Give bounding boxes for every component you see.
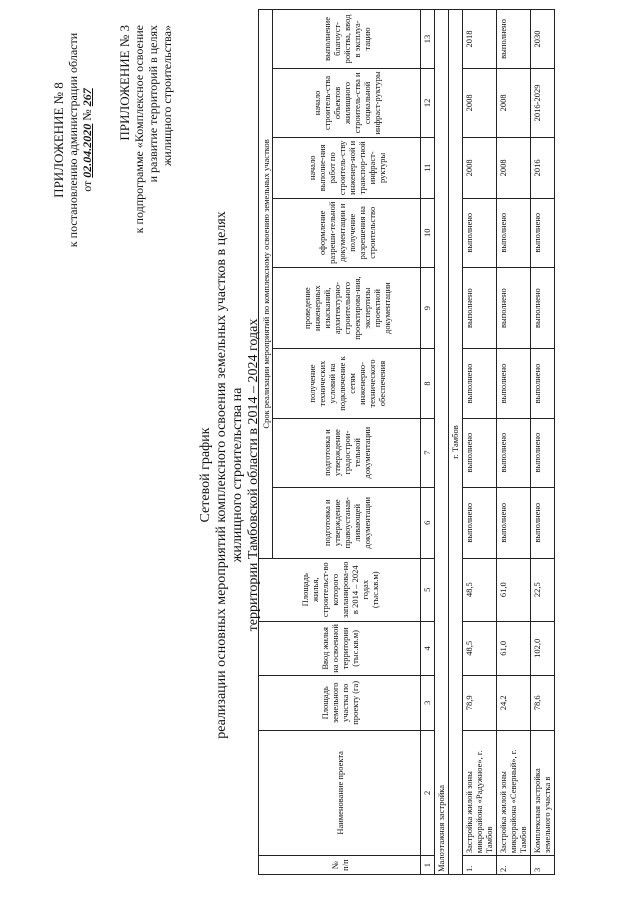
row-c11: 2008: [463, 137, 497, 198]
header-group: Срок реализации мероприятий по комплексному освоению земельных участков: [259, 10, 273, 559]
col-num: 5: [421, 558, 435, 621]
section-tambov: г. Тамбов: [449, 10, 463, 875]
appendix-3-title: ПРИЛОЖЕНИЕ № 3: [117, 25, 132, 141]
appendix-8-block: [52, 20, 94, 260]
row-input: 48,5: [463, 621, 497, 675]
header-c11: начало выполне-ния работ по строитель-ству инженер-ной и транспор-тной инфраст-руктуры: [273, 137, 421, 198]
appendix-8-subtitle: к постановлению администрации области: [66, 32, 80, 248]
row-c12: 2016-2029: [531, 68, 555, 137]
header-c9: проведение инженерных изысканий, архитектурно-строительного проектирова-ния, экспертизы проектной документации: [273, 267, 421, 349]
col-num: 9: [421, 267, 435, 349]
row-c9: выполнено: [463, 267, 497, 349]
row-c13: 2030: [531, 10, 555, 69]
appendix-8-title: ПРИЛОЖЕНИЕ № 8: [51, 82, 66, 198]
header-planned-area: Площадь жилья, строительст-во которого запланирова-но в 2014 – 2024 годах (тыс.кв.м): [259, 558, 421, 621]
row-input: 102,0: [531, 621, 555, 675]
row-area: 24,2: [497, 676, 531, 730]
col-num: 3: [421, 676, 435, 730]
appendix-3-line-4: жилищного строительства»: [160, 25, 174, 166]
row-area: 78,6: [531, 676, 555, 730]
appendix-3-line-3: и развитие территорий в целях: [146, 25, 160, 183]
col-num: 10: [421, 198, 435, 267]
row-c9: выполнено: [531, 267, 555, 349]
col-num: 1: [421, 856, 435, 875]
header-housing-input: Ввод жилья на освоенной территории (тыс.кв.м): [259, 621, 421, 675]
appendix-3-block: [118, 25, 174, 275]
row-c6: выполнено: [531, 487, 555, 558]
col-num: 4: [421, 621, 435, 675]
row-c11: 2016: [531, 137, 555, 198]
col-num: 6: [421, 487, 435, 558]
row-c12: 2008: [463, 68, 497, 137]
header-c10: оформление разреши-тельной документации и получение разрешения на строительство: [273, 198, 421, 267]
header-no: № п/п: [259, 856, 421, 875]
appendix-3-line-2: к подпрограмме «Комплексное освоение: [132, 25, 146, 234]
row-c11: 2008: [497, 137, 531, 198]
row-c8: выполнено: [463, 349, 497, 418]
header-c7: подготовка и утверждение градострои-тельной документации: [273, 418, 421, 487]
row-no: 2.: [497, 856, 531, 875]
col-num: 7: [421, 418, 435, 487]
row-c13: 2018: [463, 10, 497, 69]
row-c7: выполнено: [497, 418, 531, 487]
section-low-rise: Малоэтажная застройка: [435, 10, 449, 875]
col-num: 8: [421, 349, 435, 418]
row-c12: 2008: [497, 68, 531, 137]
table-row: [531, 10, 555, 875]
section-row-tambov: [449, 10, 463, 875]
table-row: [497, 10, 531, 875]
schedule-table: [258, 9, 555, 875]
handwritten-number: 267: [80, 88, 94, 107]
row-c13: выполнено: [497, 10, 531, 69]
row-no: 3: [531, 856, 555, 875]
appendix-8-date-line: [80, 20, 94, 260]
row-planned: 61,0: [497, 558, 531, 621]
row-c6: выполнено: [497, 487, 531, 558]
row-no: 1.: [463, 856, 497, 875]
row-c7: выполнено: [531, 418, 555, 487]
table-row: [463, 10, 497, 875]
section-row-low-rise: [435, 10, 449, 875]
header-c6: подготовка и утверждение правоустанав-ливающей документации: [273, 487, 421, 558]
row-c7: выполнено: [463, 418, 497, 487]
header-area: Площадь земельного участка по проекту (га): [259, 676, 421, 730]
col-num: 2: [421, 730, 435, 856]
handwritten-date: 02.04.2020: [80, 123, 94, 178]
row-name: Комплексная застройка земельного участка в: [531, 730, 555, 856]
row-c8: выполнено: [531, 349, 555, 418]
row-name: Застройка жилой зоны микрорайона «Радужное», г. Тамбов: [463, 730, 497, 856]
col-num: 13: [421, 10, 435, 69]
title-line-3: территории Тамбовской области в 2014 – 2024 годах: [246, 318, 261, 632]
title-line-2: реализации основных мероприятий комплексного освоения земельных участков в целях жилищного строительства на: [214, 211, 245, 739]
title-line-1: Сетевой график: [198, 427, 213, 523]
date-prefix: от: [80, 180, 94, 192]
col-num: 12: [421, 68, 435, 137]
header-c12: начало строитель-ства объектов жилищного строитель-ства и социальной инфраст-руктуры: [273, 68, 421, 137]
row-c10: выполнено: [497, 198, 531, 267]
header-c13: выполнение благоуст-ройства, ввод в эксплуа-тацию: [273, 10, 421, 69]
row-planned: 48,5: [463, 558, 497, 621]
column-number-row: [421, 10, 435, 875]
row-planned: 22,5: [531, 558, 555, 621]
row-c10: выполнено: [463, 198, 497, 267]
header-row-1: [259, 10, 273, 875]
header-name: Наименование проекта: [259, 730, 421, 856]
row-c9: выполнено: [497, 267, 531, 349]
number-prefix: №: [80, 109, 94, 121]
row-c6: выполнено: [463, 487, 497, 558]
col-num: 11: [421, 137, 435, 198]
row-name: Застройка жилой зоны микрорайона «Северный», г. Тамбов: [497, 730, 531, 856]
document-title: [198, 195, 262, 755]
header-c8: получение технических условий на подключение к сетям инженерно-технического обеспечения: [273, 349, 421, 418]
row-c8: выполнено: [497, 349, 531, 418]
row-input: 61,0: [497, 621, 531, 675]
row-c10: выполнено: [531, 198, 555, 267]
row-area: 78,9: [463, 676, 497, 730]
